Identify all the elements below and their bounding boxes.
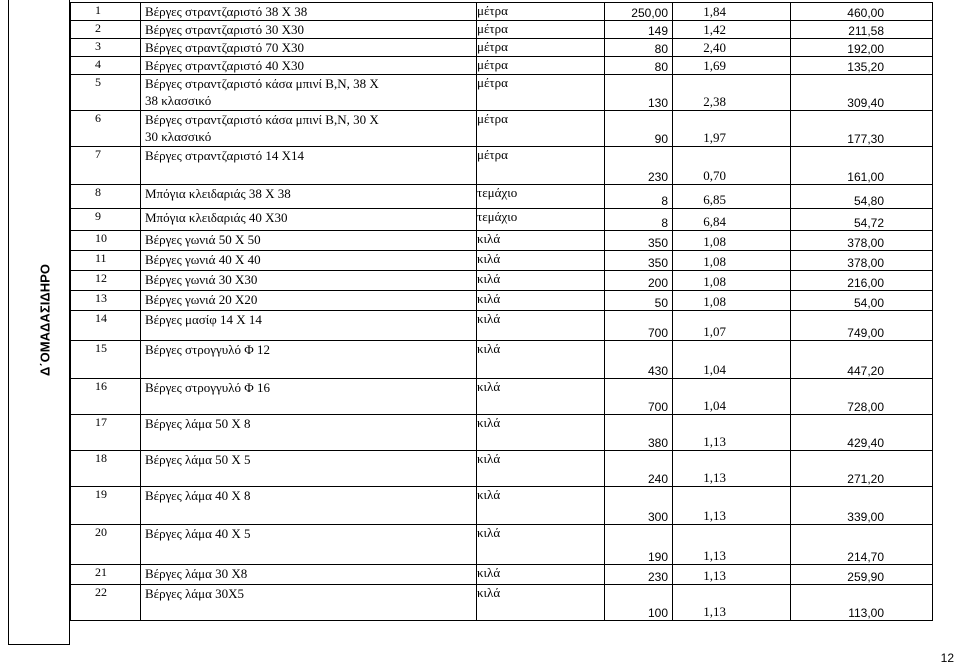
materials-table (70, 2, 933, 621)
row-quantity: 50 (605, 291, 673, 311)
row-number: 16 (71, 379, 141, 415)
table-row (71, 379, 933, 415)
table-row (71, 565, 933, 585)
description-line: Βέργες λάμα 30Χ5 (145, 586, 245, 601)
row-total: 135,20 (791, 57, 933, 75)
row-number: 18 (71, 451, 141, 487)
row-unit: τεμάχιο (477, 209, 605, 231)
row-total: 339,00 (791, 487, 933, 525)
row-quantity: 350 (605, 251, 673, 271)
row-quantity: 190 (605, 525, 673, 565)
row-number: 14 (71, 311, 141, 341)
row-unit: κιλά (477, 415, 605, 451)
table-row (71, 585, 933, 621)
description-line: Μπόγια κλειδαριάς 40 Χ30 (145, 210, 288, 225)
table-row (71, 75, 933, 111)
row-number: 5 (71, 75, 141, 111)
description-line: Βέργες γωνιά 40 Χ 40 (145, 252, 261, 267)
table-row (71, 487, 933, 525)
row-description (141, 111, 477, 147)
row-total: 429,40 (791, 415, 933, 451)
row-total: 54,72 (791, 209, 933, 231)
row-unit-price: 1,13 (673, 415, 791, 451)
row-unit: κιλά (477, 291, 605, 311)
row-quantity: 130 (605, 75, 673, 111)
table-row (71, 251, 933, 271)
description-line: 38 κλασσικό (145, 93, 212, 108)
row-quantity: 300 (605, 487, 673, 525)
row-unit: κιλά (477, 451, 605, 487)
row-unit-price: 1,08 (673, 271, 791, 291)
row-unit-price: 2,38 (673, 75, 791, 111)
row-total: 216,00 (791, 271, 933, 291)
row-unit: μέτρα (477, 111, 605, 147)
row-unit: κιλά (477, 487, 605, 525)
row-description (141, 415, 477, 451)
row-description (141, 585, 477, 621)
description-line: Βέργες γωνιά 30 Χ30 (145, 272, 258, 287)
row-description (141, 311, 477, 341)
description-line: Βέργες λάμα 40 Χ 8 (145, 488, 251, 503)
row-quantity: 100 (605, 585, 673, 621)
row-unit-price: 1,04 (673, 379, 791, 415)
row-total: 214,70 (791, 525, 933, 565)
description-line: Βέργες λάμα 40 Χ 5 (145, 526, 251, 541)
row-number: 15 (71, 341, 141, 379)
row-unit: κιλά (477, 585, 605, 621)
row-unit-price: 1,07 (673, 311, 791, 341)
row-unit-price: 6,85 (673, 185, 791, 209)
row-number: 4 (71, 57, 141, 75)
row-unit: μέτρα (477, 3, 605, 21)
row-total: 54,80 (791, 185, 933, 209)
table-row (71, 57, 933, 75)
row-unit: κιλά (477, 341, 605, 379)
description-line: Βέργες λάμα 30 Χ8 (145, 566, 248, 581)
row-description (141, 3, 477, 21)
row-unit: τεμάχιο (477, 185, 605, 209)
row-unit-price: 6,84 (673, 209, 791, 231)
description-line: Μπόγια κλειδαριάς 38 Χ 38 (145, 186, 291, 201)
row-quantity: 80 (605, 57, 673, 75)
row-number: 22 (71, 585, 141, 621)
row-description (141, 271, 477, 291)
table-row (71, 291, 933, 311)
description-line: Βέργες στραντζαριστό 38 Χ 38 (145, 4, 308, 19)
row-description (141, 525, 477, 565)
description-line: Βέργες στραντζαριστό 40 Χ30 (145, 58, 304, 73)
row-description (141, 21, 477, 39)
row-description (141, 291, 477, 311)
row-description (141, 39, 477, 57)
row-unit: κιλά (477, 565, 605, 585)
table-row (71, 231, 933, 251)
description-line: Βέργες στρογγυλό Φ 16 (145, 380, 270, 395)
row-unit-price: 1,04 (673, 341, 791, 379)
row-total: 192,00 (791, 39, 933, 57)
description-line: Βέργες μασίφ 14 Χ 14 (145, 312, 262, 327)
row-unit-price: 1,42 (673, 21, 791, 39)
row-unit: κιλά (477, 251, 605, 271)
row-unit-price: 1,13 (673, 585, 791, 621)
table-row (71, 525, 933, 565)
row-description (141, 231, 477, 251)
table-row (71, 147, 933, 185)
row-description (141, 75, 477, 111)
description-line: Βέργες γωνιά 20 Χ20 (145, 292, 258, 307)
table-row (71, 415, 933, 451)
row-quantity: 80 (605, 39, 673, 57)
row-unit-price: 1,08 (673, 251, 791, 271)
row-description (141, 565, 477, 585)
description-line: Βέργες στραντζαριστό κάσα μπινί Β,Ν, 38 Χ (145, 76, 379, 91)
table-row (71, 3, 933, 21)
row-unit-price: 1,84 (673, 3, 791, 21)
table-row (71, 185, 933, 209)
row-unit-price: 2,40 (673, 39, 791, 57)
description-line: Βέργες στραντζαριστό 70 Χ30 (145, 40, 304, 55)
description-line: Βέργες στραντζαριστό κάσα μπινί Β,Ν, 30 Χ (145, 112, 379, 127)
row-description (141, 451, 477, 487)
row-unit: κιλά (477, 271, 605, 291)
description-line: Βέργες στραντζαριστό 14 Χ14 (145, 148, 304, 163)
row-description (141, 147, 477, 185)
row-unit: μέτρα (477, 75, 605, 111)
row-total: 309,40 (791, 75, 933, 111)
row-unit-price: 1,13 (673, 487, 791, 525)
table-row (71, 341, 933, 379)
row-number: 11 (71, 251, 141, 271)
row-total: 460,00 (791, 3, 933, 21)
row-unit: μέτρα (477, 21, 605, 39)
row-number: 12 (71, 271, 141, 291)
row-quantity: 200 (605, 271, 673, 291)
table-row (71, 209, 933, 231)
group-label-line2: ΣΙΔΗΡΟ (37, 264, 53, 314)
row-quantity: 8 (605, 185, 673, 209)
row-description (141, 57, 477, 75)
row-quantity: 250,00 (605, 3, 673, 21)
description-line: Βέργες λάμα 50 Χ 8 (145, 416, 251, 431)
row-quantity: 149 (605, 21, 673, 39)
row-number: 20 (71, 525, 141, 565)
row-unit-price: 0,70 (673, 147, 791, 185)
row-description (141, 487, 477, 525)
row-unit: κιλά (477, 379, 605, 415)
row-number: 10 (71, 231, 141, 251)
row-number: 17 (71, 415, 141, 451)
description-line: Βέργες στρογγυλό Φ 12 (145, 342, 270, 357)
description-line: Βέργες γωνιά 50 Χ 50 (145, 232, 261, 247)
row-total: 378,00 (791, 251, 933, 271)
description-line: 30 κλασσικό (145, 129, 212, 144)
group-label-line1: Δ΄ΟΜΑΔΑ (37, 313, 53, 376)
row-description (141, 341, 477, 379)
row-quantity: 700 (605, 311, 673, 341)
row-total: 378,00 (791, 231, 933, 251)
row-total: 161,00 (791, 147, 933, 185)
row-description (141, 209, 477, 231)
row-unit-price: 1,13 (673, 525, 791, 565)
table-row (71, 271, 933, 291)
table-row (71, 451, 933, 487)
row-unit-price: 1,69 (673, 57, 791, 75)
row-quantity: 230 (605, 147, 673, 185)
description-line: Βέργες λάμα 50 Χ 5 (145, 452, 251, 467)
table-row (71, 21, 933, 39)
row-total: 271,20 (791, 451, 933, 487)
row-quantity: 90 (605, 111, 673, 147)
row-quantity: 700 (605, 379, 673, 415)
row-number: 21 (71, 565, 141, 585)
page-number: 12 (940, 651, 954, 665)
row-unit: κιλά (477, 525, 605, 565)
row-unit-price: 1,13 (673, 451, 791, 487)
row-total: 211,58 (791, 21, 933, 39)
row-description (141, 251, 477, 271)
row-unit-price: 1,13 (673, 565, 791, 585)
row-unit: μέτρα (477, 57, 605, 75)
row-unit: μέτρα (477, 39, 605, 57)
row-total: 728,00 (791, 379, 933, 415)
row-total: 259,90 (791, 565, 933, 585)
row-total: 113,00 (791, 585, 933, 621)
row-number: 19 (71, 487, 141, 525)
row-unit: κιλά (477, 311, 605, 341)
row-quantity: 430 (605, 341, 673, 379)
row-unit: κιλά (477, 231, 605, 251)
row-total: 447,20 (791, 341, 933, 379)
group-label (22, 264, 68, 376)
row-number: 13 (71, 291, 141, 311)
row-description (141, 379, 477, 415)
row-unit-price: 1,08 (673, 291, 791, 311)
row-unit: μέτρα (477, 147, 605, 185)
row-total: 749,00 (791, 311, 933, 341)
row-total: 54,00 (791, 291, 933, 311)
row-number: 7 (71, 147, 141, 185)
row-quantity: 8 (605, 209, 673, 231)
table-row (71, 111, 933, 147)
row-number: 3 (71, 39, 141, 57)
row-unit-price: 1,08 (673, 231, 791, 251)
table-row (71, 39, 933, 57)
row-quantity: 380 (605, 415, 673, 451)
table-row (71, 311, 933, 341)
row-number: 8 (71, 185, 141, 209)
row-quantity: 350 (605, 231, 673, 251)
row-number: 9 (71, 209, 141, 231)
row-number: 6 (71, 111, 141, 147)
row-number: 2 (71, 21, 141, 39)
row-unit-price: 1,97 (673, 111, 791, 147)
description-line: Βέργες στραντζαριστό 30 Χ30 (145, 22, 304, 37)
row-total: 177,30 (791, 111, 933, 147)
row-number: 1 (71, 3, 141, 21)
row-quantity: 230 (605, 565, 673, 585)
row-description (141, 185, 477, 209)
row-quantity: 240 (605, 451, 673, 487)
